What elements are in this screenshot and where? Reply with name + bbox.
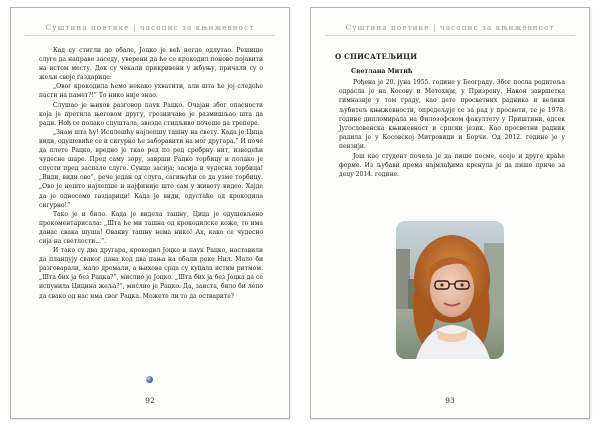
section-heading: О СПИСАТЕЉИЦИ [335,52,418,61]
paragraph: Још као студент почела је да пише песме, есеје и друге краће форме. Из љубави према најмлађима кренула је да пише приче за децу 2014. године. [339,152,565,179]
header-rule [25,35,275,36]
ornament-dot [146,376,153,383]
story-text [39,46,263,301]
right-page [310,7,590,419]
paragraph: Рођена је 20. јуна 1955. године у Београду. Због посла родитеља одрасла је на Косову и Метохији, у Призрену. Након завршетка гимназије у том граду, као дете просветних радника и велики љубитељ књижевности, опредељује се за рад у просвети, те је 1978. године дипломирала на Филозофском факултету у Приштини, одсек Југословенска књижевност и српски језик. Као просветни радник радила је у Косовској Митровици и Борчи. Од 2012. године је у пензији. [339,79,565,151]
author-photo [396,221,504,359]
paragraph: „Овог крокодила ћемо некако ухватити, али шта ће јој следеће пасти на памет?!” То нико није знао. [39,83,263,100]
running-head: Суштина поетике | часопис за књижевност [45,23,255,32]
author-bio [339,78,565,179]
paragraph: Кад су стигли до обале, Јоцко је већ негде одлутао. Решише слуге да направе заседу, уверени да ће се крокодил поново појавити на истом месту. Док су чекали прикривени у жбуњу, причали су о жељи своје газдарице: [39,47,263,82]
page-number: 93 [445,396,455,405]
page-number: 92 [145,396,155,405]
paragraph: „Знам шта ћу! Исплешћу најлепшу ташну на свету. Када је Цица види, одушевиће се и сигурно ће заборавити на мог другара.” И поче да плете Рацко, вредно је ткао ред по ред сребрну нит, изводећи чудесне шаре. Пред саму зору, заврши Рацко торбицу и полако је спусти пред заспале слуге. Сунце засија; засија и чудесна торбица! „Види, види ово”, рече један од слуга, сагињући се да узме торбицу. „Ово је нешто најлепше и најфиније што сам у животу видео. Хајде да је однесемо газдарици! Када је види, одустаће од крокодила сигурно!” [39,128,263,209]
paragraph: И тако су два другара, крокодил Јоцко и паук Рацко, наставили да пландују сваког дана код два пања на обали реке Нил. Мало би разговарали, мало дремали, а њихова срца су куцала истим ритмом. „Шта бих ја без Рацка?”, мислио је Јоцко. „Шта бих ја без Јоцка да се испунила Цицина жеља?”, мислио је Рацко. Да, заиста, било би лепо да свако од нас има свог Рацка. Можете ли то да остварите? [39,247,263,300]
left-page [10,7,290,419]
running-head: Суштина поетике | часопис за књижевност [345,23,555,32]
header-rule [325,35,575,36]
paragraph: Слушао је њихов разговор паук Рацко. Очајан због опасности која је претила његовом другу, грозничаво је размишљао шта да ради. Нођ се полако спуштала, звезде стидљиво почеше да трепере. [39,101,263,127]
paragraph: Тако је и било. Када је видела ташну, Цица је одушевљено прокоментарисала: „Шта ће ми ташна од крокодилске коже, то има данас свака шуша! Овакву ташну нема нико! Ах, како се чудесно сија на светлости...”. [39,210,263,245]
author-name: Светлана Митић [351,68,413,75]
